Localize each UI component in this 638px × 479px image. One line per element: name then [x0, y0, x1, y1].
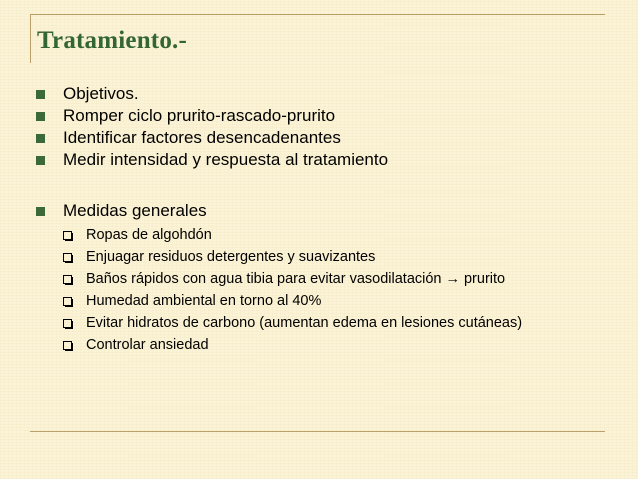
bullet-item	[36, 150, 388, 170]
shadowed-box-icon	[63, 231, 72, 240]
left-divider	[30, 14, 31, 63]
sub-bullet-item	[63, 270, 505, 288]
bullet-text: Romper ciclo prurito-rascado-prurito	[63, 106, 336, 125]
filled-square-icon	[36, 112, 45, 121]
shadowed-box-icon	[63, 297, 72, 306]
bullet-text: Objetivos.	[63, 84, 139, 103]
filled-square-icon	[36, 156, 45, 165]
bullet-item	[36, 106, 335, 126]
sub-bullet-item	[63, 314, 522, 332]
filled-square-icon	[36, 134, 45, 143]
filled-square-icon	[36, 207, 45, 216]
sub-bullet-text: Enjuagar residuos detergentes y suavizantes	[86, 249, 376, 265]
shadowed-box-icon	[63, 341, 72, 350]
top-divider	[30, 14, 605, 15]
bottom-divider	[30, 431, 605, 432]
sub-bullet-text-suffix: prurito	[463, 271, 506, 287]
bullet-text: Identificar factores desencadenantes	[63, 128, 341, 147]
bullet-item	[36, 84, 139, 104]
bullet-item	[36, 128, 341, 148]
bullet-text: Medir intensidad y respuesta al tratamiento	[63, 150, 389, 169]
sub-bullet-text: Controlar ansiedad	[86, 337, 209, 353]
sub-bullet-item	[63, 292, 321, 310]
right-arrow-icon: →	[445, 271, 460, 287]
section-heading: Medidas generales	[63, 201, 207, 220]
bullet-item	[36, 201, 207, 221]
sub-bullet-item	[63, 248, 375, 266]
sub-bullet-text: Humedad ambiental en torno al 40%	[86, 293, 322, 309]
shadowed-box-icon	[63, 319, 72, 328]
sub-bullet-text: Evitar hidratos de carbono (aumentan edema en lesiones cutáneas)	[86, 315, 523, 331]
sub-bullet-item	[63, 226, 212, 244]
slide-title: Tratamiento.-	[37, 27, 188, 54]
shadowed-box-icon	[63, 275, 72, 284]
sub-bullet-text-main: Baños rápidos con agua tibia para evitar vasodilatación	[86, 271, 442, 287]
shadowed-box-icon	[63, 253, 72, 262]
sub-bullet-text: Ropas de algohdón	[86, 227, 212, 243]
filled-square-icon	[36, 90, 45, 99]
sub-bullet-item	[63, 336, 209, 354]
sub-bullet-text	[86, 270, 505, 288]
